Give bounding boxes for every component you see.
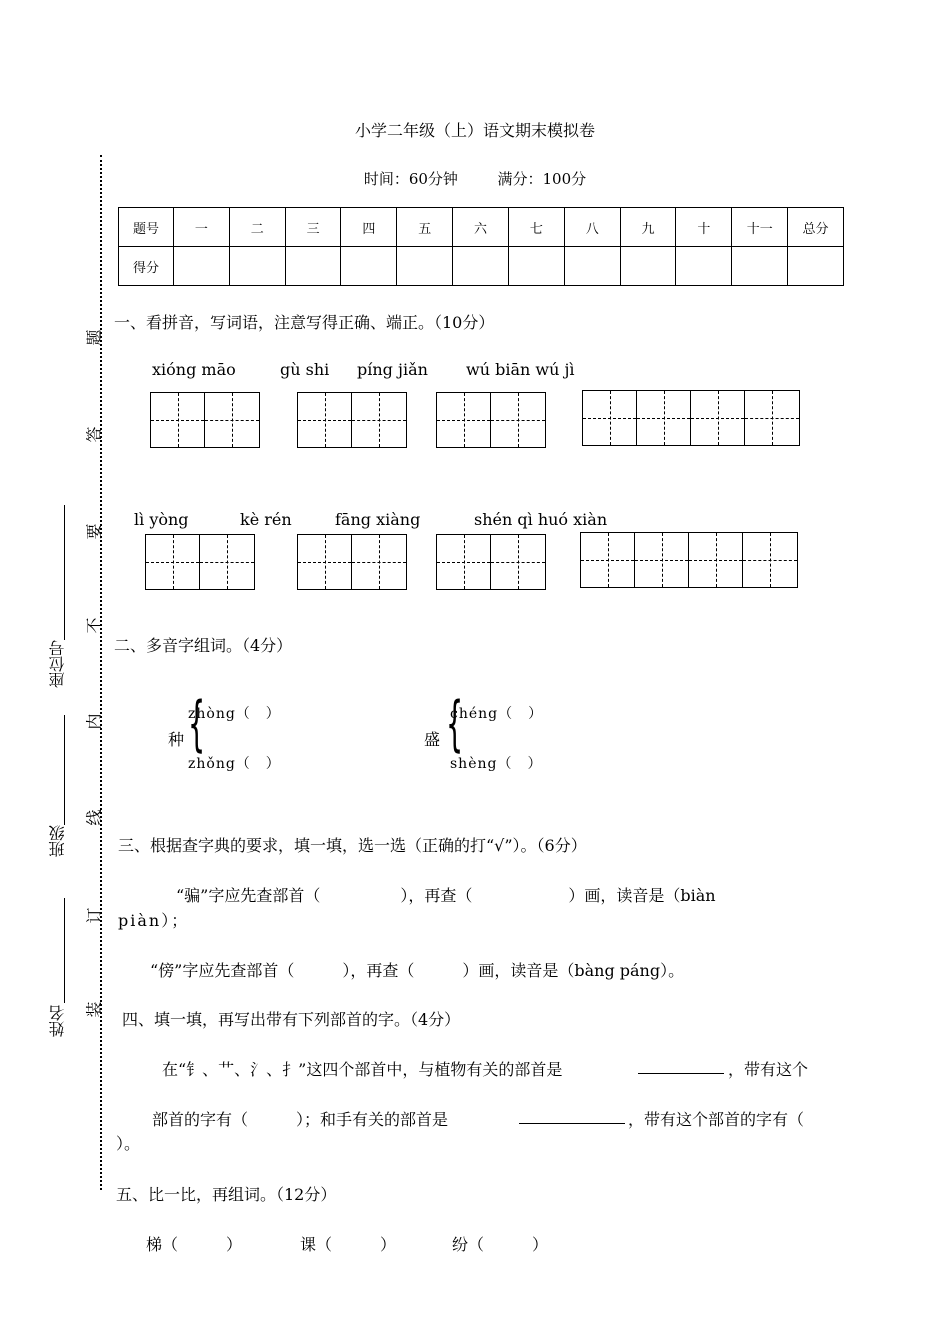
pinyin: píng jiǎn — [357, 360, 428, 379]
q4-line: 在“钅、艹、氵、扌”这四个部首中，与植物有关的部首是 — [162, 1060, 563, 1079]
writing-grid[interactable] — [145, 534, 255, 590]
score-table-cell: 三 — [285, 208, 341, 247]
blank-line[interactable] — [638, 1073, 724, 1074]
score-input-cell[interactable] — [564, 247, 620, 286]
q4-line: ，带有这个 — [728, 1060, 809, 1079]
score-input-cell[interactable] — [174, 247, 230, 286]
pinyin-option[interactable]: chéng（ ） — [450, 706, 544, 722]
name-label: 姓名 — [48, 1005, 67, 1037]
q4-line: ，带有这个部首的字有（ — [628, 1110, 805, 1129]
pinyin: shén qì huó xiàn — [474, 510, 608, 529]
score-table-cell: 十一 — [732, 208, 788, 247]
seal-char: 装 — [84, 1001, 104, 1018]
writing-grid[interactable] — [297, 534, 407, 590]
score-table-cell: 一 — [174, 208, 230, 247]
pinyin: kè rén — [240, 510, 292, 529]
seat-field[interactable] — [64, 505, 65, 640]
class-field[interactable] — [64, 715, 65, 825]
score-table-cell: 五 — [397, 208, 453, 247]
pinyin: gù shi — [280, 360, 330, 379]
name-field[interactable] — [64, 898, 65, 1003]
pinyin: wú biān wú jì — [466, 360, 575, 379]
score-input-cell[interactable] — [341, 247, 397, 286]
pinyin: xióng māo — [152, 360, 236, 379]
score-input-cell[interactable] — [620, 247, 676, 286]
polyphone-char: 盛 — [424, 730, 441, 749]
score-table-cell: 四 — [341, 208, 397, 247]
q3-title: 三、根据查字典的要求，填一填，选一选（正确的打“√”）。（6分） — [118, 836, 587, 855]
compare-item[interactable]: 课（ ） — [300, 1235, 397, 1254]
score-input-cell[interactable] — [676, 247, 732, 286]
exam-full-score: 满分：100分 — [497, 170, 587, 188]
score-table-header-row — [119, 208, 844, 247]
score-input-cell[interactable] — [788, 247, 844, 286]
exam-time: 时间：60分钟 — [363, 170, 458, 188]
writing-grid[interactable] — [436, 534, 546, 590]
writing-grid[interactable] — [436, 392, 546, 448]
q3-line: “傍”字应先查部首（ ），再查（ ）画，读音是（bàng páng）。 — [150, 961, 685, 980]
score-table-cell: 六 — [453, 208, 509, 247]
pinyin-option[interactable]: zhǒng（ ） — [188, 756, 281, 772]
score-table-score-row — [119, 247, 844, 286]
score-input-cell[interactable] — [229, 247, 285, 286]
compare-item[interactable]: 梯（ ） — [146, 1235, 243, 1254]
writing-grid[interactable] — [297, 392, 407, 448]
brace-icon: { — [188, 689, 206, 759]
q5-title: 五、比一比，再组词。（12分） — [116, 1185, 337, 1204]
brace-icon: { — [446, 689, 464, 759]
score-input-cell[interactable] — [732, 247, 788, 286]
binding-dotted-line — [100, 155, 102, 1190]
seal-char: 线 — [84, 809, 104, 826]
score-table-cell: 题号 — [119, 208, 174, 247]
q3-line: piàn）； — [118, 911, 190, 930]
q4-title: 四、填一填，再写出带有下列部首的字。（4分） — [122, 1010, 461, 1029]
pinyin: fāng xiàng — [335, 510, 421, 529]
q3-line: “骗”字应先查部首（ ），再查（ ）画，读音是（biàn — [176, 886, 716, 905]
seal-char: 答 — [84, 426, 104, 443]
seal-char: 订 — [84, 907, 104, 924]
score-table-cell: 总分 — [788, 208, 844, 247]
score-input-cell[interactable] — [453, 247, 509, 286]
score-table-cell: 十 — [676, 208, 732, 247]
exam-title: 小学二年级（上）语文期末模拟卷 — [354, 121, 595, 140]
score-table — [118, 207, 844, 286]
q2-title: 二、多音字组词。（4分） — [114, 636, 293, 655]
q1-title: 一、看拼音，写词语，注意写得正确、端正。（10分） — [114, 313, 495, 332]
writing-grid[interactable] — [580, 532, 798, 588]
blank-line[interactable] — [519, 1123, 625, 1124]
compare-item[interactable]: 纷（ ） — [452, 1235, 549, 1254]
pinyin-option[interactable]: zhòng（ ） — [188, 706, 281, 722]
score-table-cell: 二 — [229, 208, 285, 247]
seat-label: 座位号 — [48, 640, 67, 688]
seal-char: 不 — [84, 617, 104, 634]
score-input-cell[interactable] — [397, 247, 453, 286]
pinyin: lì yòng — [134, 510, 189, 529]
pinyin-option[interactable]: shèng（ ） — [450, 756, 543, 772]
seal-char: 内 — [84, 713, 104, 730]
score-input-cell[interactable] — [285, 247, 341, 286]
q4-line: ）。 — [116, 1134, 141, 1153]
seal-char: 要 — [84, 523, 104, 540]
q4-line: 部首的字有（ ）；和手有关的部首是 — [152, 1110, 449, 1129]
writing-grid[interactable] — [150, 392, 260, 448]
seal-char: 题 — [84, 329, 104, 346]
class-label: 班级 — [48, 825, 67, 857]
score-table-cell: 七 — [508, 208, 564, 247]
writing-grid[interactable] — [582, 390, 800, 446]
score-table-cell: 得分 — [119, 247, 174, 286]
score-table-cell: 八 — [564, 208, 620, 247]
polyphone-char: 种 — [168, 730, 185, 749]
score-table-cell: 九 — [620, 208, 676, 247]
score-input-cell[interactable] — [508, 247, 564, 286]
exam-subtitle — [0, 168, 950, 189]
